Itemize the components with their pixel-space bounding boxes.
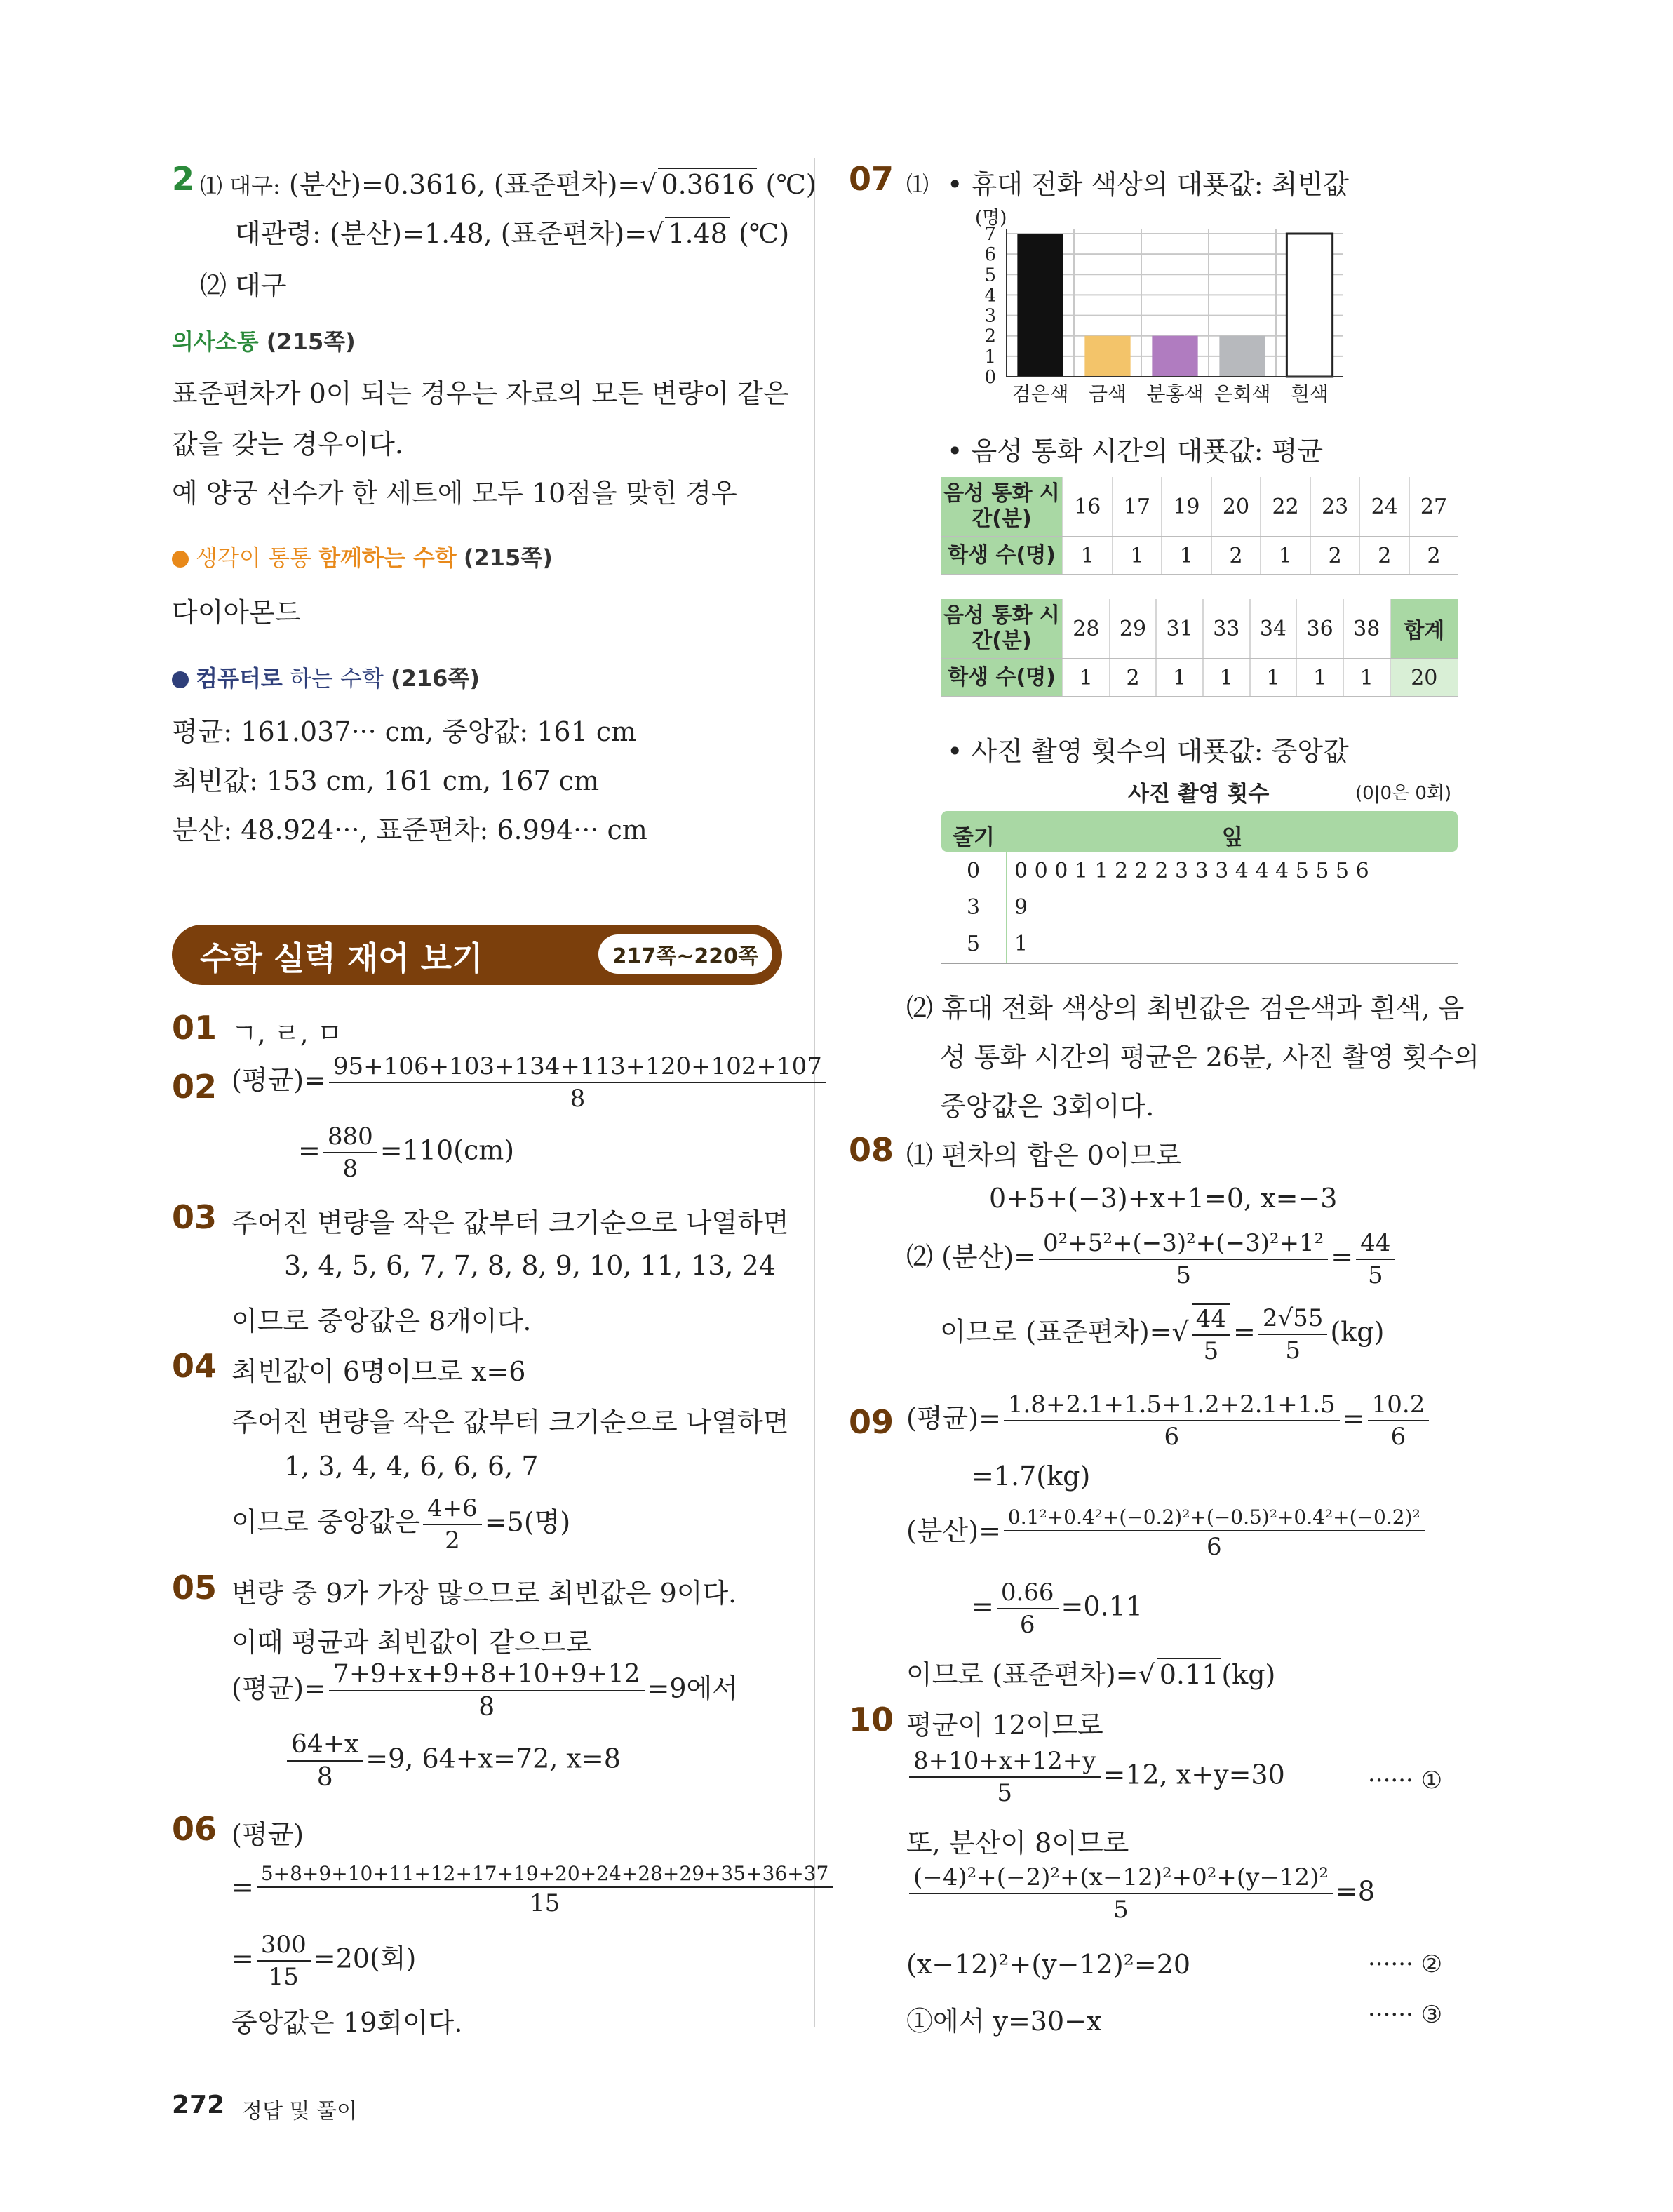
q08-sqrt-fraction [1192, 1303, 1230, 1365]
q06-fn2: 300 [257, 1931, 311, 1962]
q2-p1b-sd: (표준편차)= [500, 218, 647, 249]
q2-p1-variance: (분산)=0.3616, [288, 169, 485, 200]
q09-sd-unit: (kg) [1221, 1659, 1276, 1690]
table-cell: 1 [1063, 537, 1113, 575]
table-cell: 2 [1110, 659, 1157, 697]
q04-line-4 [231, 1494, 570, 1555]
q04-line-1: 최빈값이 6명이므로 x=6 [231, 1356, 526, 1387]
q07-part2-line-2: 성 통화 시간의 평균은 26분, 사진 촬영 횟수의 [940, 1042, 1480, 1073]
q06-result: =20(회) [313, 1943, 417, 1974]
table-cell: 1 [1203, 659, 1250, 697]
computer-heading [172, 661, 480, 693]
q05-rhs2: =9, 64+x=72, x=8 [365, 1743, 621, 1774]
q09-vn: 0.1²+0.4²+(−0.2)²+(−0.5)²+0.4²+(−0.2)² [1004, 1506, 1425, 1531]
q10-line-1: 평균이 12이므로 [906, 1710, 1103, 1741]
x-tick-label: 은회색 [1214, 382, 1271, 405]
q09-fd2: 6 [1390, 1423, 1406, 1451]
q10-line-6: ①에서 y=30−x [906, 2006, 1102, 2037]
q09-line-2: =1.7(kg) [972, 1461, 1091, 1492]
table-cell: 38 [1343, 599, 1390, 659]
table-cell: 29 [1110, 599, 1157, 659]
q08-fraction-3 [1258, 1304, 1328, 1365]
phone-color-bar-chart [954, 207, 1347, 410]
q09-fn: 1.8+2.1+1.5+1.2+2.1+1.5 [1004, 1390, 1340, 1421]
q10-line-5: (x−12)²+(y−12)²=20 [906, 1949, 1191, 1980]
q06-eq2: = [231, 1943, 254, 1974]
orange-bullet-icon [172, 551, 189, 568]
q02-number: 02 [172, 1068, 217, 1106]
x-tick-label: 분홍색 [1146, 382, 1204, 405]
q09-eq3: = [972, 1590, 994, 1622]
y-tick-label: 2 [984, 326, 996, 347]
q04-l4-text: 이므로 중앙값은 [231, 1506, 421, 1538]
q02-fraction-num: 95+106+103+134+113+120+102+107 [329, 1052, 826, 1083]
q09-fn2: 10.2 [1368, 1390, 1430, 1421]
table-cell: 16 [1063, 477, 1113, 537]
communication-heading [172, 324, 356, 356]
q08-fraction-2 [1356, 1229, 1395, 1289]
q08-fd2: 5 [1367, 1261, 1383, 1289]
q2-p1b-variance: (분산)=1.48, [330, 218, 492, 249]
q06-fn: 5+8+9+10+11+12+17+19+20+24+28+29+35+36+37 [257, 1862, 833, 1888]
q09-vres: =0.11 [1061, 1590, 1143, 1622]
q2-p1-unit: (℃) [765, 169, 817, 200]
q08-line-3 [906, 1229, 1397, 1289]
q09-fraction [1004, 1390, 1340, 1451]
q05-line-2: 이때 평균과 최빈값이 같으므로 [231, 1627, 592, 1658]
table-cell: 34 [1250, 599, 1297, 659]
table-cell: 31 [1156, 599, 1203, 659]
q05-number: 05 [172, 1569, 217, 1607]
comp-title-b: 하는 수학 [290, 665, 384, 692]
q02-result: =110(cm) [379, 1134, 515, 1166]
q2-p1-sqrt: 0.3616 [658, 168, 757, 200]
q09-vd2: 6 [1019, 1611, 1035, 1639]
q08-sd: 5 [1203, 1337, 1219, 1365]
table-cell: 1 [1250, 659, 1297, 697]
q2-p1-label: ⑴ 대구: [200, 173, 281, 199]
q09-eq: = [1342, 1402, 1365, 1434]
table-cell: 1 [1156, 659, 1203, 697]
think-heading [172, 540, 553, 572]
stem-leaf-bottom-rule [941, 963, 1458, 964]
q02-d2: 8 [342, 1155, 358, 1183]
y-tick-label: 4 [984, 285, 996, 307]
table-cell: 27 [1409, 477, 1458, 537]
q07-bullet-1: • 휴대 전화 색상의 대푯값: 최빈값 [947, 169, 1349, 200]
table-cell: 1 [1296, 659, 1343, 697]
page-label: 정답 및 풀이 [242, 2099, 357, 2124]
table2-row-count [941, 659, 1458, 697]
q09-fraction-2 [1368, 1390, 1430, 1451]
table-cell: 20 [1211, 477, 1261, 537]
q02-eq: = [298, 1134, 321, 1166]
leaf-row-1: 9 [1014, 895, 1028, 920]
section-banner [172, 925, 782, 985]
q08-eq2: = [1233, 1316, 1256, 1348]
q07-bullet-2: • 음성 통화 시간의 대푯값: 평균 [947, 436, 1324, 467]
table-cell: 23 [1310, 477, 1360, 537]
y-tick-label: 5 [984, 264, 996, 286]
table-cell: 2 [1310, 537, 1360, 575]
q05-line-1: 변량 중 9가 가장 많으므로 최빈값은 9이다. [231, 1578, 737, 1609]
q03-line-3: 이므로 중앙값은 8개이다. [231, 1306, 532, 1336]
q07-number: 07 [849, 160, 894, 198]
q09-var-fraction-2 [997, 1578, 1059, 1639]
q05-fraction-2 [287, 1730, 363, 1792]
table-cell: 1 [1343, 659, 1390, 697]
q02-mean-line [231, 1052, 829, 1113]
q10-mark-2: ······ ② [1368, 1950, 1443, 1978]
comp-line-3: 분산: 48.924···, 표준편차: 6.994··· cm [172, 815, 647, 845]
comm-title: 의사소통 [172, 328, 259, 355]
q08-number: 08 [849, 1131, 894, 1169]
q08-fn: 0²+5²+(−3)²+(−3)²+1² [1039, 1229, 1328, 1260]
x-tick-label: 금색 [1088, 382, 1127, 405]
table1-head-time: 음성 통화 시간(분) [941, 477, 1063, 537]
q2-part1-daegu: ⑴ 대구: (분산)=0.3616, (표준편차)=√ 0.3616 (℃) [200, 169, 817, 200]
table2-head-time: 음성 통화 시간(분) [941, 599, 1063, 659]
comm-line-3: 예 양궁 선수가 한 세트에 모두 10점을 맞힌 경우 [172, 478, 737, 509]
q2-part1-daegwallyeong: 대관령: (분산)=1.48, (표준편차)=√ 1.48 (℃) [235, 218, 790, 249]
think-answer: 다이아몬드 [172, 597, 301, 628]
q09-vn2: 0.66 [997, 1578, 1059, 1609]
bar [1152, 336, 1197, 377]
q10-fd2: 5 [1113, 1896, 1129, 1924]
q08-fraction [1039, 1229, 1328, 1289]
q2-number: 2 [172, 160, 195, 198]
y-tick-label: 3 [984, 305, 996, 327]
stem-leaf-note: (0|0은 0회) [1355, 783, 1452, 804]
table-cell: 1 [1162, 537, 1211, 575]
q09-vd: 6 [1206, 1533, 1222, 1561]
q05-line-4 [284, 1730, 621, 1792]
q09-var-label: (분산)= [906, 1515, 1001, 1546]
table-cell: 2 [1359, 537, 1409, 575]
q06-line-2 [231, 1862, 835, 1917]
stem-leaf-header [941, 811, 1458, 852]
stem-leaf-title: 사진 촬영 횟수 [1128, 782, 1270, 807]
q04-line-2: 주어진 변량을 작은 값부터 크기순으로 나열하면 [231, 1407, 789, 1437]
q08-sn: 44 [1192, 1305, 1230, 1336]
comp-title-a: 컴퓨터로 [196, 665, 283, 692]
q10-number: 10 [849, 1701, 894, 1738]
q06-fraction [257, 1862, 833, 1917]
q05-fd2: 8 [316, 1763, 333, 1792]
table2-total-value: 20 [1390, 659, 1458, 697]
q2-p1b-unit: (℃) [738, 218, 790, 249]
leaf-row-2: 1 [1014, 932, 1028, 956]
q07-bullet-3: • 사진 촬영 횟수의 대푯값: 중앙값 [947, 736, 1349, 767]
q08-eq: = [1331, 1241, 1354, 1273]
q06-line-3 [231, 1931, 416, 1991]
q08-line-1: ⑴ 편차의 합은 0이므로 [906, 1140, 1182, 1171]
table-cell: 19 [1162, 477, 1211, 537]
bar [1084, 336, 1130, 377]
q10-fn2: (−4)²+(−2)²+(x−12)²+0²+(y−12)² [909, 1863, 1333, 1894]
q10-fraction-2 [909, 1863, 1333, 1924]
leaf-row-0: 0 0 0 1 1 2 2 2 3 3 3 4 4 4 5 5 5 6 [1014, 859, 1369, 883]
table-cell: 2 [1211, 537, 1261, 575]
table-cell: 1 [1113, 537, 1162, 575]
q01-answer: ㄱ, ㄹ, ㅁ [231, 1018, 343, 1049]
q10-line-4 [906, 1863, 1375, 1924]
x-tick-label: 검은색 [1012, 382, 1069, 405]
q08-unit: (kg) [1330, 1316, 1385, 1348]
x-tick-label: 흰색 [1290, 382, 1329, 405]
navy-bullet-icon [172, 671, 189, 688]
q01-number: 01 [172, 1009, 217, 1047]
table-cell: 36 [1296, 599, 1343, 659]
q06-eq: = [231, 1872, 254, 1903]
table1-head-count: 학생 수(명) [941, 537, 1063, 575]
q04-fraction [423, 1494, 482, 1555]
bar [1286, 234, 1332, 377]
stem-header: 줄기 [953, 825, 995, 850]
q09-line-1 [906, 1390, 1432, 1451]
q08-fd: 5 [1176, 1261, 1191, 1289]
q10-r1: =12, x+y=30 [1103, 1759, 1285, 1790]
y-axis-label: (명) [975, 208, 1007, 229]
y-tick-label: 0 [984, 367, 996, 388]
q06-line-4: 중앙값은 19회이다. [231, 2007, 463, 2038]
q05-line-3 [231, 1660, 738, 1722]
table-cell: 33 [1203, 599, 1250, 659]
q05-fd: 8 [478, 1693, 495, 1722]
q08-rn: 2√55 [1258, 1304, 1328, 1335]
table-cell: 2 [1409, 537, 1458, 575]
table1-row-time [941, 477, 1458, 537]
q09-sd-sqrt: 0.11 [1157, 1658, 1222, 1690]
table-cell: 22 [1261, 477, 1310, 537]
leaf-header: 잎 [1222, 825, 1243, 850]
think-page: (215쪽) [463, 544, 553, 571]
q02-fraction [329, 1052, 826, 1113]
y-tick-label: 7 [984, 224, 996, 245]
stem-leaf-separator [1006, 852, 1007, 963]
q07-part1-label: ⑴ [906, 171, 929, 198]
q04-fd: 2 [445, 1527, 460, 1555]
table2-total-head: 합계 [1390, 599, 1458, 659]
q08-rd: 5 [1285, 1336, 1301, 1365]
q03-line-1: 주어진 변량을 작은 값부터 크기순으로 나열하면 [231, 1207, 789, 1238]
comm-line-1: 표준편차가 0이 되는 경우는 자료의 모든 변량이 같은 [172, 378, 789, 409]
table2-row-time [941, 599, 1458, 659]
q08-line-4: 이므로 (표준편차)=√ $\frac{44}{5}$ = $\frac{2√55}{5}$ (kg) [940, 1304, 1385, 1365]
y-tick-label: 6 [984, 244, 996, 266]
q02-fraction-2 [323, 1122, 377, 1183]
q10-line-2 [906, 1747, 1285, 1807]
q09-lhs: (평균)= [906, 1402, 1001, 1434]
table-cell: 17 [1113, 477, 1162, 537]
q2-p1b-label: 대관령: [235, 218, 321, 249]
q10-fd: 5 [997, 1779, 1013, 1807]
comp-line-2: 최빈값: 153 cm, 161 cm, 167 cm [172, 765, 600, 796]
q2-p1-sd: (표준편차)= [493, 169, 640, 200]
q04-line-3: 1, 3, 4, 4, 6, 6, 6, 7 [284, 1451, 539, 1482]
q09-var-fraction [1004, 1506, 1425, 1561]
q08-l4-text: 이므로 (표준편차)= [940, 1316, 1172, 1348]
q03-line-2: 3, 4, 5, 6, 7, 7, 8, 8, 9, 10, 11, 13, 24 [284, 1250, 776, 1281]
q06-fraction-2 [257, 1931, 311, 1991]
q07-part2-line-1: ⑵ 휴대 전화 색상의 최빈값은 검은색과 흰색, 음 [906, 993, 1465, 1024]
q10-r2: =8 [1335, 1875, 1376, 1907]
banner-pages: 217쪽~220쪽 [598, 934, 772, 974]
banner-title: 수학 실력 재어 보기 [200, 939, 483, 977]
table-cell: 1 [1063, 659, 1110, 697]
q05-fraction [329, 1660, 645, 1722]
y-tick-label: 1 [984, 346, 996, 368]
q09-line-3 [906, 1506, 1427, 1561]
q08-line-2: 0+5+(−3)+x+1=0, x=−3 [989, 1183, 1338, 1214]
q09-number: 09 [849, 1403, 894, 1441]
q05-rhs: =9에서 [647, 1673, 738, 1704]
q02-n2: 880 [323, 1122, 377, 1153]
q04-fn: 4+6 [423, 1494, 482, 1525]
q04-number: 04 [172, 1347, 217, 1385]
stem-row-1: 3 [967, 895, 981, 920]
q10-line-3: 또, 분산이 8이므로 [906, 1828, 1129, 1858]
q10-fraction [909, 1747, 1101, 1807]
q02-result-line [298, 1122, 514, 1183]
q03-number: 03 [172, 1198, 217, 1236]
q2-p1b-sqrt: 1.48 [665, 217, 730, 249]
call-time-table-2 [941, 599, 1458, 697]
q06-number: 06 [172, 1810, 217, 1848]
q06-line-1: (평균) [231, 1819, 304, 1850]
bar [1219, 336, 1265, 377]
bar [1017, 234, 1063, 377]
table-cell: 24 [1359, 477, 1409, 537]
q05-fn2: 64+x [287, 1730, 363, 1762]
q09-sd-text: 이므로 (표준편차)= [906, 1659, 1138, 1690]
table1-row-count [941, 537, 1458, 575]
q09-fd: 6 [1164, 1423, 1180, 1451]
q09-line-4 [972, 1578, 1143, 1639]
q05-fn: 7+9+x+9+8+10+9+12 [329, 1660, 645, 1691]
q10-mark-3: ······ ③ [1368, 2001, 1443, 2029]
q09-line-5: 이므로 (표준편차)=√ 0.11 (kg) [906, 1659, 1276, 1690]
stem-row-2: 5 [967, 932, 981, 956]
comp-line-1: 평균: 161.037··· cm, 중앙값: 161 cm [172, 716, 637, 747]
think-title-a: 생각이 통통 [196, 544, 311, 571]
q06-fd2: 15 [268, 1963, 299, 1991]
q2-part2: ⑵ 대구 [200, 270, 287, 301]
page-number: 272 [172, 2091, 225, 2119]
q04-result: =5(명) [484, 1506, 571, 1538]
q06-fd: 15 [529, 1889, 560, 1917]
comp-page: (216쪽) [391, 665, 480, 692]
q02-lhs: (평균)= [231, 1064, 326, 1096]
q07-part2-line-3: 중앙값은 3회이다. [940, 1091, 1155, 1122]
comm-page: (215쪽) [266, 328, 356, 355]
q10-mark-1: ······ ① [1368, 1767, 1443, 1795]
table-cell: 28 [1063, 599, 1110, 659]
q02-fraction-den: 8 [570, 1085, 586, 1113]
think-title-b: 함께하는 수학 [318, 544, 457, 571]
q08-fn2: 44 [1356, 1229, 1395, 1260]
stem-row-0: 0 [967, 859, 981, 883]
q08-p2-label: ⑵ (분산)= [906, 1241, 1036, 1273]
table2-head-count: 학생 수(명) [941, 659, 1063, 697]
table-cell: 1 [1261, 537, 1310, 575]
call-time-table-1 [941, 477, 1458, 575]
q05-lhs: (평균)= [231, 1673, 326, 1704]
q10-fn: 8+10+x+12+y [909, 1747, 1101, 1778]
comm-line-2: 값을 갖는 경우이다. [172, 429, 403, 460]
